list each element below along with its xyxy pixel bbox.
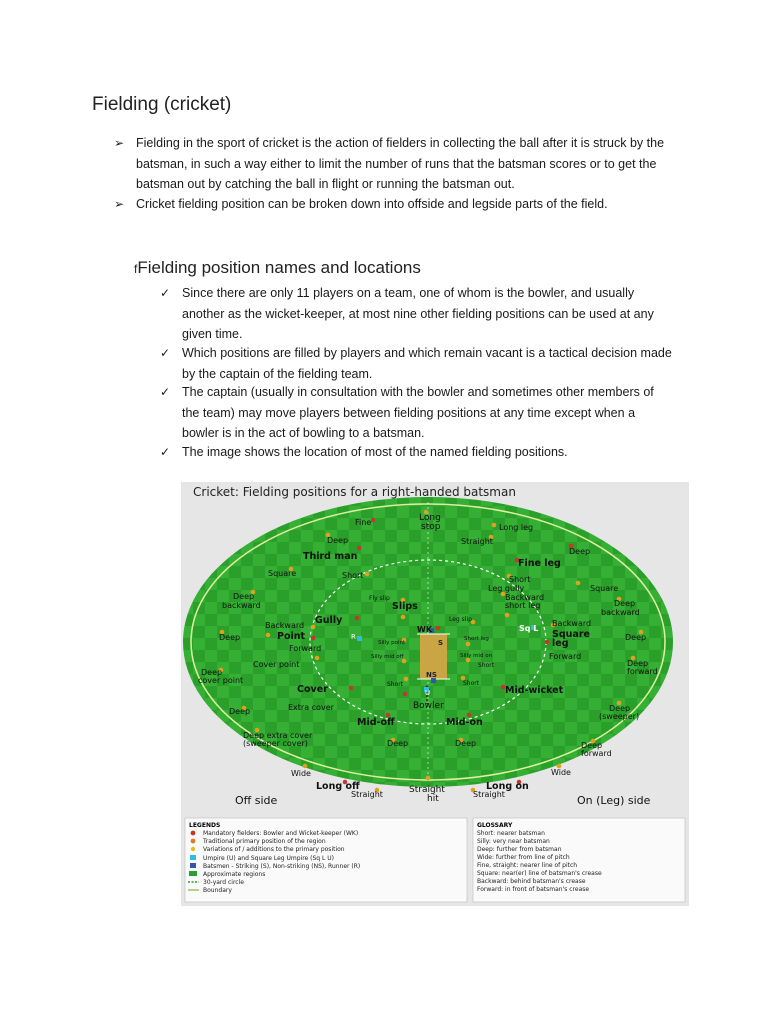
label-deep-forward: Deep xyxy=(581,741,603,750)
label-short: Short xyxy=(509,575,531,584)
label-bowler: Bowler xyxy=(413,701,444,711)
label-deep-backward-2: backward xyxy=(222,601,261,610)
fielder-marker xyxy=(311,636,316,641)
label-cover-point: Cover point xyxy=(253,660,300,669)
label-long-on: Long on xyxy=(486,781,529,792)
arrow-bullet-icon: ➢ xyxy=(114,136,125,150)
checkmark-icon: ✓ xyxy=(160,445,171,459)
fielder-marker xyxy=(371,518,376,523)
mandatory-dot xyxy=(191,831,196,836)
bullet-line: Cricket fielding position can be broken down into offside and legside parts of the field. xyxy=(136,197,608,211)
fielder-marker xyxy=(403,692,408,697)
glossary-item: Forward: in front of batsman's crease xyxy=(477,886,590,893)
label-deep-sweeper: Deep xyxy=(609,704,631,713)
bullet-text xyxy=(136,133,664,195)
bullet-line: batsman out by catching the ball in flight or running the batsman out. xyxy=(136,177,515,191)
fielder-marker xyxy=(303,764,308,769)
label-square-leg-umpire: Sq L xyxy=(519,624,539,633)
label-deep-cover-point-2: cover point xyxy=(198,676,244,685)
glossary-item: Short: nearer batsman xyxy=(477,830,545,837)
label-gully: Gully xyxy=(315,615,343,626)
bullet-line: given time. xyxy=(182,327,243,341)
label-straight: Straight xyxy=(461,537,493,546)
heading-prefix: f xyxy=(134,262,138,276)
label-deep-backward: Deep xyxy=(233,592,255,601)
label-backward: Backward xyxy=(552,619,592,628)
label-silly-mid-on: Silly mid on xyxy=(460,653,493,659)
label-square: Square xyxy=(590,584,619,593)
label-deep-forward-2: forward xyxy=(627,667,658,676)
label-striker: S xyxy=(438,639,444,647)
glossary-item: Fine, straight: nearer line of pitch xyxy=(477,862,578,869)
fielder-marker xyxy=(266,633,271,638)
label-short: Short xyxy=(478,662,495,669)
fielder-marker xyxy=(355,616,360,621)
bullet-text xyxy=(136,194,608,215)
fielder-marker xyxy=(365,572,370,577)
fielder-marker xyxy=(401,615,406,620)
variation-dot xyxy=(191,847,195,851)
label-square: Square xyxy=(268,569,297,578)
bullet-text xyxy=(182,283,654,345)
glossary-item: Wide: further from line of pitch xyxy=(477,854,570,861)
bullet-item xyxy=(114,194,714,216)
bullet-line: The captain (usually in consultation with the bowler and sometimes other members of xyxy=(182,385,654,399)
label-backward-short-leg-2: short leg xyxy=(505,601,541,610)
label-deep-extra-cover: Deep extra cover xyxy=(243,731,313,740)
fielder-marker xyxy=(505,613,510,618)
batsman-marker xyxy=(190,863,196,868)
label-deep-extra-cover-2: (sweeper cover) xyxy=(243,739,308,748)
label-mid-wicket: Mid-wicket xyxy=(505,685,564,696)
label-long-stop-2: stop xyxy=(421,522,441,532)
label-mid-off: Mid-off xyxy=(357,717,395,728)
label-straight-hit-2: hit xyxy=(427,794,439,804)
bullet-text xyxy=(182,343,672,384)
legend-item: 30-yard circle xyxy=(203,879,244,886)
label-square-leg-2: leg xyxy=(552,638,569,649)
label-wicket-keeper: WK xyxy=(417,625,433,634)
legend-item: Mandatory fielders: Bowler and Wicket-keeper (WK) xyxy=(203,830,359,837)
label-straight: Straight xyxy=(351,790,383,799)
label-cover: Cover xyxy=(297,684,328,695)
legend-item: Batsmen - Striking (S), Non-striking (NS), Runner (R) xyxy=(203,863,361,870)
arrow-bullet-icon: ➢ xyxy=(114,197,125,211)
legend-item: Umpire (U) and Square Leg Umpire (Sq L U) xyxy=(203,855,334,862)
bullet-line: the team) may move players between fielding positions at any time except when a xyxy=(182,405,636,420)
bullet-text xyxy=(182,442,568,463)
label-long-off: Long off xyxy=(316,781,360,792)
label-silly-mid-off: Silly mid off xyxy=(371,654,404,660)
label-square-leg: Square xyxy=(552,629,590,640)
umpire-marker xyxy=(190,855,196,860)
glossary-item: Silly: very near batsman xyxy=(477,838,550,845)
label-short: Short xyxy=(463,680,480,687)
legends-title: LEGENDS xyxy=(189,822,221,829)
label-deep: Deep xyxy=(455,739,477,748)
bullet-line: Which positions are filled by players and which remain vacant is a tactical decision made xyxy=(182,346,672,360)
bullet-item xyxy=(114,133,714,195)
fielder-marker xyxy=(357,546,362,551)
label-non-striker: NS xyxy=(426,671,437,679)
check-item xyxy=(160,343,700,385)
glossary-item: Deep: further from batsman xyxy=(477,846,562,853)
bullet-line: batsman, in such a way either to limit the number of runs that the batsman scores or to get the xyxy=(136,156,657,171)
bullet-line: Fielding in the sport of cricket is the action of fielders in collecting the ball after it is struck by the xyxy=(136,136,665,150)
check-item xyxy=(160,382,700,444)
check-item xyxy=(160,283,700,345)
label-umpire: U xyxy=(425,689,431,697)
label-deep: Deep xyxy=(569,547,591,556)
label-backward-short-leg: Backward xyxy=(505,593,545,602)
fielder-marker xyxy=(315,656,320,661)
label-long-leg: Long leg xyxy=(499,523,534,532)
bullet-line: another as the wicket-keeper, at most nine other fielding positions can be used at any xyxy=(182,306,654,321)
label-extra-cover: Extra cover xyxy=(288,703,334,712)
label-backward: Backward xyxy=(265,621,305,630)
bullet-text xyxy=(182,382,654,444)
check-item xyxy=(160,442,700,464)
fielder-marker xyxy=(545,640,550,645)
legend-item: Boundary xyxy=(203,887,232,894)
fielder-marker xyxy=(576,581,581,586)
bullet-line: Since there are only 11 players on a team, one of whom is the bowler, and usually xyxy=(182,286,635,300)
label-fine: Fine xyxy=(355,518,372,527)
fielder-marker xyxy=(492,523,497,528)
legend-item: Approximate regions xyxy=(203,871,266,878)
label-deep: Deep xyxy=(387,739,409,748)
checkmark-icon: ✓ xyxy=(160,346,171,360)
label-deep-cover-point: Deep xyxy=(201,668,223,677)
label-deep: Deep xyxy=(625,633,647,642)
fielder-marker xyxy=(466,642,471,647)
label-mid-on: Mid-on xyxy=(446,717,483,728)
label-deep-backward: Deep xyxy=(614,599,636,608)
label-straight-hit: Straight xyxy=(409,785,445,795)
label-short-leg: Short leg xyxy=(464,636,489,642)
label-forward: Forward xyxy=(289,644,322,653)
label-deep-forward-2: forward xyxy=(581,749,612,758)
off-side-label: Off side xyxy=(235,794,278,807)
on-side-label: On (Leg) side xyxy=(577,794,651,807)
label-short: Short xyxy=(342,571,364,580)
official-marker xyxy=(357,636,362,641)
label-fine-leg: Fine leg xyxy=(518,558,561,569)
glossary-item: Backward: behind batsman's crease xyxy=(477,878,586,885)
label-deep: Deep xyxy=(327,536,349,545)
label-short: Short xyxy=(387,681,404,688)
label-wide: Wide xyxy=(551,768,571,777)
fielder-marker xyxy=(436,626,441,631)
label-deep-sweeper-2: (sweeper) xyxy=(599,712,640,721)
label-forward: Forward xyxy=(549,652,582,661)
label-point: Point xyxy=(277,631,306,642)
checkmark-icon: ✓ xyxy=(160,385,171,399)
label-leg-slip: Leg slip xyxy=(449,616,472,623)
label-wide: Wide xyxy=(291,769,311,778)
label-deep-forward: Deep xyxy=(627,659,649,668)
label-slips: Slips xyxy=(392,601,418,612)
primary-dot xyxy=(191,839,196,844)
heading-text: Fielding position names and locations xyxy=(137,258,421,277)
legend-item: Variations of / additions to the primary position xyxy=(203,846,345,853)
section-heading xyxy=(134,258,421,278)
label-straight: Straight xyxy=(473,790,505,799)
label-third-man: Third man xyxy=(303,551,358,562)
label-long-stop: Long xyxy=(419,513,441,523)
glossary-title: GLOSSARY xyxy=(477,822,513,829)
bullet-line: bowler is in the act of bowling to a batsman. xyxy=(182,426,425,440)
page-title: Fielding (cricket) xyxy=(92,94,232,115)
bullet-line: by the captain of the fielding team. xyxy=(182,366,373,381)
fielder-marker xyxy=(426,776,431,781)
fielder-marker xyxy=(349,686,354,691)
label-deep: Deep xyxy=(219,633,241,642)
bullet-line: The image shows the location of most of the named fielding positions. xyxy=(182,445,568,459)
label-fly-slip: Fly slip xyxy=(369,595,390,602)
checkmark-icon: ✓ xyxy=(160,286,171,300)
fielder-marker xyxy=(404,677,409,682)
glossary-item: Square: near(er) line of batsman's crease xyxy=(477,870,602,877)
label-deep-backward-2: backward xyxy=(601,608,640,617)
label-deep: Deep xyxy=(229,707,251,716)
label-runner: R xyxy=(351,633,356,641)
region-swatch xyxy=(189,871,197,876)
diagram-title: Cricket: Fielding positions for a right-handed batsman xyxy=(193,485,516,499)
fielding-diagram xyxy=(181,482,689,906)
label-silly-point: Silly point xyxy=(378,640,406,646)
legend-item: Traditional primary position of the region xyxy=(203,838,326,845)
label-leg-gully: Leg gully xyxy=(488,584,525,593)
